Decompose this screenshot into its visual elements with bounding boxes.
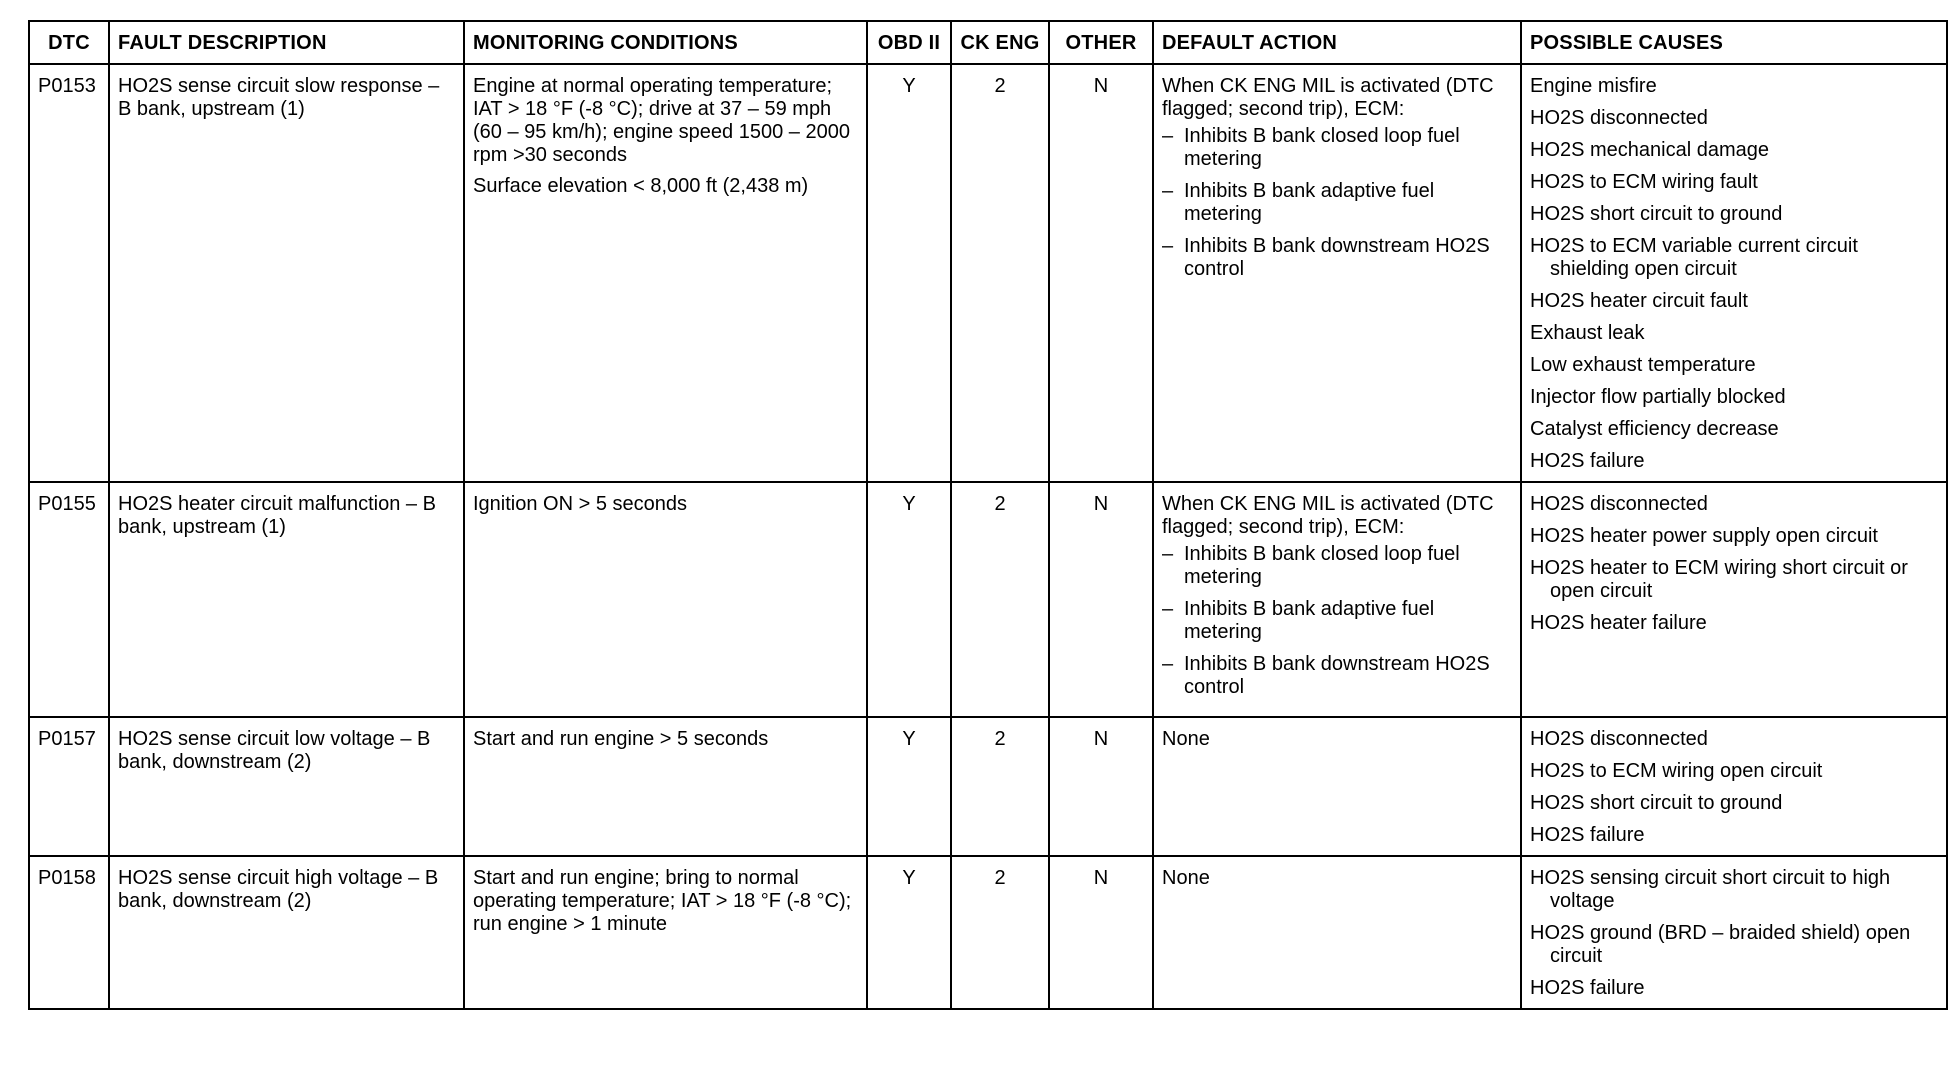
table-row	[29, 717, 1947, 856]
possible-cause-item: HO2S to ECM wiring open circuit	[1530, 760, 1823, 782]
default-action-text: Inhibits B bank adaptive fuel metering	[1184, 598, 1435, 643]
default-action-item	[1162, 180, 1512, 226]
other-cell: N	[1049, 717, 1153, 856]
possible-cause-item: HO2S mechanical damage	[1530, 139, 1770, 161]
possible-causes-cell	[1521, 856, 1947, 1009]
default-action-list	[1162, 543, 1512, 699]
other-cell: N	[1049, 64, 1153, 482]
dash-bullet: –	[1162, 543, 1174, 565]
ck-eng-cell: 2	[951, 482, 1049, 717]
default-action-item	[1162, 235, 1512, 281]
ck-eng-cell: 2	[951, 64, 1049, 482]
possible-cause-item: HO2S to ECM variable current circuit shielding open circuit	[1530, 235, 1858, 280]
possible-cause-item: HO2S to ECM wiring fault	[1530, 171, 1758, 193]
table-row	[29, 856, 1947, 1009]
table-row	[29, 482, 1947, 717]
table-body	[29, 64, 1947, 1009]
dtc-code-cell: P0153	[29, 64, 109, 482]
obd-ii-cell: Y	[867, 717, 951, 856]
possible-cause-item: HO2S short circuit to ground	[1530, 203, 1783, 225]
header-possible-causes: POSSIBLE CAUSES	[1521, 21, 1947, 64]
dtc-code-cell: P0157	[29, 717, 109, 856]
dtc-table	[28, 20, 1948, 1010]
possible-causes-list	[1530, 867, 1938, 1000]
default-action-intro: None	[1162, 867, 1210, 889]
header-monitoring-conditions: MONITORING CONDITIONS	[464, 21, 867, 64]
possible-cause-item: HO2S heater to ECM wiring short circuit or open circuit	[1530, 557, 1908, 602]
header-ck-eng: CK ENG	[951, 21, 1049, 64]
default-action-text: Inhibits B bank closed loop fuel metering	[1184, 125, 1460, 170]
header-default-action: DEFAULT ACTION	[1153, 21, 1521, 64]
obd-ii-cell: Y	[867, 856, 951, 1009]
monitoring-condition-text: Start and run engine; bring to normal operating temperature; IAT > 18 °F (-8 °C); run engine > 1 minute	[473, 867, 852, 935]
default-action-item	[1162, 653, 1512, 699]
possible-cause-item: HO2S heater power supply open circuit	[1530, 525, 1878, 547]
monitoring-conditions-cell	[464, 482, 867, 717]
header-other: OTHER	[1049, 21, 1153, 64]
monitoring-condition-text: Engine at normal operating temperature; IAT > 18 °F (-8 °C); drive at 37 – 59 mph (60 – 95 km/h); engine speed 1500 – 2000 rpm >30 seconds	[473, 75, 850, 166]
default-action-intro: None	[1162, 728, 1210, 750]
ck-eng-cell: 2	[951, 717, 1049, 856]
default-action-text: Inhibits B bank downstream HO2S control	[1184, 653, 1490, 698]
default-action-item	[1162, 598, 1512, 644]
dash-bullet: –	[1162, 598, 1174, 620]
possible-cause-item: Injector flow partially blocked	[1530, 386, 1786, 408]
dtc-code-cell: P0155	[29, 482, 109, 717]
monitoring-conditions-cell	[464, 717, 867, 856]
default-action-text: Inhibits B bank closed loop fuel metering	[1184, 543, 1460, 588]
monitoring-condition-text: Start and run engine > 5 seconds	[473, 728, 769, 750]
possible-causes-cell	[1521, 64, 1947, 482]
dtc-document	[28, 20, 1946, 1010]
default-action-cell	[1153, 64, 1521, 482]
fault-description-cell: HO2S heater circuit malfunction – B bank, upstream (1)	[109, 482, 464, 717]
obd-ii-cell: Y	[867, 482, 951, 717]
obd-ii-cell: Y	[867, 64, 951, 482]
dash-bullet: –	[1162, 125, 1174, 147]
other-cell: N	[1049, 482, 1153, 717]
default-action-text: Inhibits B bank downstream HO2S control	[1184, 235, 1490, 280]
header-dtc: DTC	[29, 21, 109, 64]
default-action-item	[1162, 543, 1512, 589]
default-action-cell	[1153, 856, 1521, 1009]
possible-cause-item: Exhaust leak	[1530, 322, 1645, 344]
fault-description-cell: HO2S sense circuit low voltage – B bank, downstream (2)	[109, 717, 464, 856]
default-action-intro: When CK ENG MIL is activated (DTC flagged; second trip), ECM:	[1162, 493, 1494, 538]
possible-cause-item: HO2S ground (BRD – braided shield) open circuit	[1530, 922, 1911, 967]
header-obd-ii: OBD II	[867, 21, 951, 64]
default-action-cell	[1153, 482, 1521, 717]
default-action-cell	[1153, 717, 1521, 856]
possible-cause-item: HO2S disconnected	[1530, 493, 1708, 515]
default-action-text: Inhibits B bank adaptive fuel metering	[1184, 180, 1435, 225]
possible-causes-list	[1530, 728, 1938, 847]
possible-cause-item: HO2S sensing circuit short circuit to high voltage	[1530, 867, 1891, 912]
possible-cause-item: HO2S failure	[1530, 450, 1645, 472]
possible-cause-item: HO2S failure	[1530, 977, 1645, 999]
possible-causes-cell	[1521, 717, 1947, 856]
default-action-intro: When CK ENG MIL is activated (DTC flagged; second trip), ECM:	[1162, 75, 1494, 120]
dash-bullet: –	[1162, 235, 1174, 257]
monitoring-condition-text: Surface elevation < 8,000 ft (2,438 m)	[473, 175, 809, 197]
header-row	[29, 21, 1947, 64]
possible-cause-item: HO2S heater circuit fault	[1530, 290, 1748, 312]
possible-cause-item: Low exhaust temperature	[1530, 354, 1756, 376]
possible-cause-item: Engine misfire	[1530, 75, 1657, 97]
monitoring-condition-text: Ignition ON > 5 seconds	[473, 493, 688, 515]
header-fault-description: FAULT DESCRIPTION	[109, 21, 464, 64]
possible-causes-list	[1530, 493, 1938, 635]
ck-eng-cell: 2	[951, 856, 1049, 1009]
dash-bullet: –	[1162, 653, 1174, 675]
possible-causes-cell	[1521, 482, 1947, 717]
fault-description-cell: HO2S sense circuit slow response – B bank, upstream (1)	[109, 64, 464, 482]
dtc-code-cell: P0158	[29, 856, 109, 1009]
possible-cause-item: HO2S heater failure	[1530, 612, 1707, 634]
monitoring-conditions-cell	[464, 64, 867, 482]
other-cell: N	[1049, 856, 1153, 1009]
dash-bullet: –	[1162, 180, 1174, 202]
possible-cause-item: HO2S short circuit to ground	[1530, 792, 1783, 814]
possible-causes-list	[1530, 75, 1938, 473]
default-action-item	[1162, 125, 1512, 171]
monitoring-conditions-cell	[464, 856, 867, 1009]
possible-cause-item: Catalyst efficiency decrease	[1530, 418, 1779, 440]
fault-description-cell: HO2S sense circuit high voltage – B bank, downstream (2)	[109, 856, 464, 1009]
table-row	[29, 64, 1947, 482]
possible-cause-item: HO2S disconnected	[1530, 107, 1708, 129]
possible-cause-item: HO2S failure	[1530, 824, 1645, 846]
possible-cause-item: HO2S disconnected	[1530, 728, 1708, 750]
default-action-list	[1162, 125, 1512, 281]
